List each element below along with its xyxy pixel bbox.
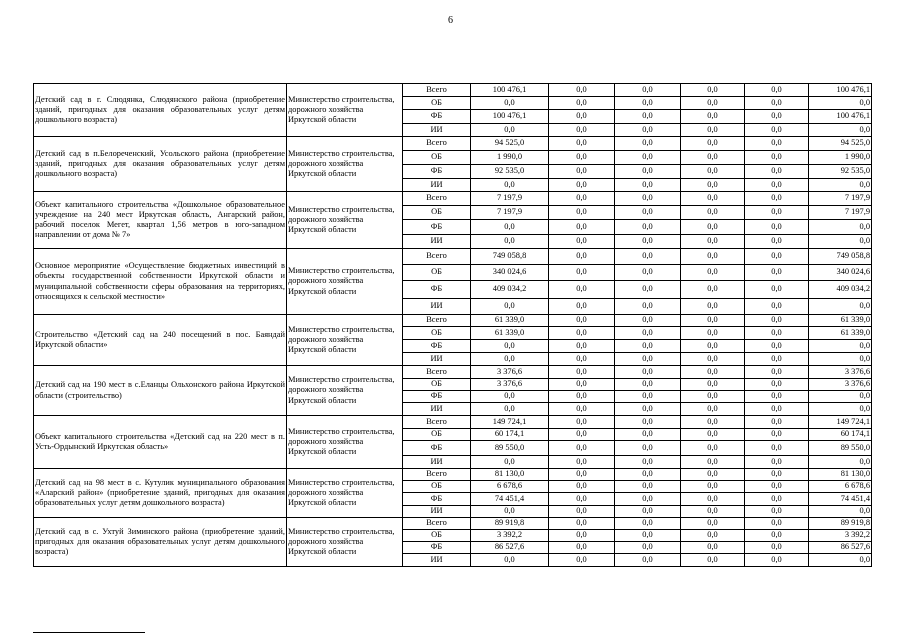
total-value-cell: 149 724,1 bbox=[809, 416, 872, 429]
value-cell: 0,0 bbox=[471, 299, 549, 315]
value-cell: 0,0 bbox=[549, 493, 615, 506]
value-cell: 0,0 bbox=[745, 220, 809, 235]
responsible-cell: Министерство строительства, дорожного хозяйства Иркутской области bbox=[287, 84, 403, 137]
funding-source-cell: ОБ bbox=[403, 481, 471, 493]
value-cell: 0,0 bbox=[471, 391, 549, 403]
total-value-cell: 92 535,0 bbox=[809, 165, 872, 179]
value-cell: 0,0 bbox=[745, 235, 809, 249]
event-name-cell: Детский сад на 98 мест в с. Кутулик муниципального образования «Аларский район» (приобретение зданий, пригодных для оказания образовательных услуг детям дошкольного возраста) bbox=[34, 469, 287, 518]
value-cell: 149 724,1 bbox=[471, 416, 549, 429]
funding-source-cell: ОБ bbox=[403, 530, 471, 542]
value-cell: 0,0 bbox=[745, 506, 809, 518]
value-cell: 0,0 bbox=[615, 110, 681, 124]
value-cell: 0,0 bbox=[549, 327, 615, 340]
value-cell: 0,0 bbox=[549, 403, 615, 416]
budget-table bbox=[33, 83, 872, 567]
value-cell: 0,0 bbox=[615, 554, 681, 567]
total-value-cell: 0,0 bbox=[809, 353, 872, 366]
footer-rule bbox=[33, 632, 145, 633]
value-cell: 0,0 bbox=[549, 506, 615, 518]
funding-source-cell: ОБ bbox=[403, 97, 471, 110]
event-name-cell: Детский сад на 190 мест в с.Еланцы Ольхонского района Иркутской области (строительство) bbox=[34, 366, 287, 416]
event-name-cell: Детский сад в г. Слюдянка, Слюдянского района (приобретение зданий, пригодных для оказания образовательных услуг детям дошкольного возраста) bbox=[34, 84, 287, 137]
value-cell: 0,0 bbox=[615, 416, 681, 429]
value-cell: 0,0 bbox=[471, 97, 549, 110]
responsible-cell: Министерство строительства, дорожного хозяйства Иркутской области bbox=[287, 192, 403, 249]
value-cell: 0,0 bbox=[681, 518, 745, 530]
value-cell: 0,0 bbox=[549, 366, 615, 379]
value-cell: 0,0 bbox=[549, 281, 615, 299]
value-cell: 0,0 bbox=[549, 137, 615, 151]
value-cell: 1 990,0 bbox=[471, 151, 549, 165]
value-cell: 0,0 bbox=[615, 391, 681, 403]
total-value-cell: 0,0 bbox=[809, 299, 872, 315]
value-cell: 61 339,0 bbox=[471, 315, 549, 327]
value-cell: 0,0 bbox=[681, 340, 745, 353]
value-cell: 0,0 bbox=[615, 137, 681, 151]
value-cell: 0,0 bbox=[615, 481, 681, 493]
table-row bbox=[34, 469, 872, 481]
value-cell: 0,0 bbox=[681, 353, 745, 366]
responsible-cell: Министерство строительства, дорожного хозяйства Иркутской области bbox=[287, 315, 403, 366]
table-row bbox=[34, 137, 872, 151]
value-cell: 3 376,6 bbox=[471, 379, 549, 391]
funding-source-cell: Всего bbox=[403, 416, 471, 429]
value-cell: 0,0 bbox=[681, 506, 745, 518]
funding-source-cell: ИИ bbox=[403, 299, 471, 315]
value-cell: 0,0 bbox=[681, 299, 745, 315]
funding-source-cell: Всего bbox=[403, 366, 471, 379]
value-cell: 0,0 bbox=[681, 281, 745, 299]
value-cell: 0,0 bbox=[681, 542, 745, 554]
value-cell: 0,0 bbox=[745, 84, 809, 97]
value-cell: 0,0 bbox=[681, 481, 745, 493]
total-value-cell: 0,0 bbox=[809, 235, 872, 249]
value-cell: 0,0 bbox=[549, 530, 615, 542]
responsible-cell: Министерство строительства, дорожного хозяйства Иркутской области bbox=[287, 518, 403, 567]
value-cell: 3 392,2 bbox=[471, 530, 549, 542]
total-value-cell: 86 527,6 bbox=[809, 542, 872, 554]
total-value-cell: 89 919,8 bbox=[809, 518, 872, 530]
value-cell: 0,0 bbox=[615, 165, 681, 179]
value-cell: 0,0 bbox=[745, 379, 809, 391]
value-cell: 0,0 bbox=[549, 192, 615, 206]
value-cell: 0,0 bbox=[745, 137, 809, 151]
value-cell: 0,0 bbox=[681, 403, 745, 416]
value-cell: 0,0 bbox=[615, 353, 681, 366]
funding-source-cell: ИИ bbox=[403, 235, 471, 249]
value-cell: 86 527,6 bbox=[471, 542, 549, 554]
value-cell: 0,0 bbox=[745, 165, 809, 179]
value-cell: 0,0 bbox=[745, 416, 809, 429]
event-name-cell: Объект капитального строительства «Дошкольное образовательное учреждение на 240 мест Иркутская область, Ангарский район, рабочий поселок Мегет, квартал 1,56 метров в юго-западном направлении от дома № 7» bbox=[34, 192, 287, 249]
value-cell: 0,0 bbox=[681, 137, 745, 151]
funding-source-cell: Всего bbox=[403, 84, 471, 97]
funding-source-cell: Всего bbox=[403, 137, 471, 151]
total-value-cell: 89 550,0 bbox=[809, 441, 872, 456]
value-cell: 0,0 bbox=[471, 456, 549, 469]
value-cell: 409 034,2 bbox=[471, 281, 549, 299]
value-cell: 0,0 bbox=[681, 165, 745, 179]
value-cell: 0,0 bbox=[615, 220, 681, 235]
total-value-cell: 0,0 bbox=[809, 220, 872, 235]
responsible-cell: Министерство строительства, дорожного хозяйства Иркутской области bbox=[287, 249, 403, 315]
funding-source-cell: ФБ bbox=[403, 340, 471, 353]
value-cell: 0,0 bbox=[471, 340, 549, 353]
value-cell: 0,0 bbox=[681, 315, 745, 327]
value-cell: 0,0 bbox=[681, 110, 745, 124]
value-cell: 0,0 bbox=[745, 110, 809, 124]
value-cell: 0,0 bbox=[615, 265, 681, 281]
value-cell: 0,0 bbox=[681, 206, 745, 220]
value-cell: 0,0 bbox=[615, 192, 681, 206]
value-cell: 0,0 bbox=[549, 110, 615, 124]
value-cell: 0,0 bbox=[549, 353, 615, 366]
value-cell: 0,0 bbox=[615, 235, 681, 249]
value-cell: 7 197,9 bbox=[471, 206, 549, 220]
responsible-cell: Министерство строительства, дорожного хозяйства Иркутской области bbox=[287, 469, 403, 518]
total-value-cell: 0,0 bbox=[809, 506, 872, 518]
value-cell: 0,0 bbox=[745, 353, 809, 366]
value-cell: 0,0 bbox=[681, 416, 745, 429]
value-cell: 0,0 bbox=[549, 481, 615, 493]
value-cell: 0,0 bbox=[471, 403, 549, 416]
funding-source-cell: Всего bbox=[403, 315, 471, 327]
event-name-cell: Строительство «Детский сад на 240 посещений в пос. Баяндай Иркутской области» bbox=[34, 315, 287, 366]
value-cell: 0,0 bbox=[745, 327, 809, 340]
value-cell: 0,0 bbox=[681, 379, 745, 391]
table-row bbox=[34, 518, 872, 530]
value-cell: 0,0 bbox=[549, 379, 615, 391]
total-value-cell: 61 339,0 bbox=[809, 315, 872, 327]
funding-source-cell: ФБ bbox=[403, 542, 471, 554]
value-cell: 0,0 bbox=[745, 456, 809, 469]
value-cell: 0,0 bbox=[549, 265, 615, 281]
value-cell: 100 476,1 bbox=[471, 84, 549, 97]
total-value-cell: 0,0 bbox=[809, 554, 872, 567]
value-cell: 0,0 bbox=[615, 151, 681, 165]
funding-source-cell: Всего bbox=[403, 518, 471, 530]
value-cell: 0,0 bbox=[681, 429, 745, 441]
total-value-cell: 0,0 bbox=[809, 124, 872, 137]
funding-source-cell: ФБ bbox=[403, 493, 471, 506]
total-value-cell: 100 476,1 bbox=[809, 84, 872, 97]
value-cell: 0,0 bbox=[681, 493, 745, 506]
value-cell: 0,0 bbox=[745, 206, 809, 220]
value-cell: 0,0 bbox=[745, 493, 809, 506]
value-cell: 74 451,4 bbox=[471, 493, 549, 506]
value-cell: 0,0 bbox=[745, 542, 809, 554]
funding-source-cell: ОБ bbox=[403, 379, 471, 391]
value-cell: 89 919,8 bbox=[471, 518, 549, 530]
value-cell: 0,0 bbox=[681, 151, 745, 165]
value-cell: 0,0 bbox=[681, 235, 745, 249]
total-value-cell: 0,0 bbox=[809, 403, 872, 416]
total-value-cell: 7 197,9 bbox=[809, 192, 872, 206]
value-cell: 0,0 bbox=[745, 97, 809, 110]
value-cell: 0,0 bbox=[681, 84, 745, 97]
value-cell: 0,0 bbox=[745, 554, 809, 567]
value-cell: 0,0 bbox=[549, 84, 615, 97]
page-number: 6 bbox=[448, 15, 453, 26]
value-cell: 6 678,6 bbox=[471, 481, 549, 493]
value-cell: 0,0 bbox=[615, 179, 681, 192]
value-cell: 0,0 bbox=[681, 124, 745, 137]
total-value-cell: 0,0 bbox=[809, 179, 872, 192]
value-cell: 0,0 bbox=[615, 281, 681, 299]
value-cell: 0,0 bbox=[745, 265, 809, 281]
value-cell: 0,0 bbox=[549, 220, 615, 235]
event-name-cell: Основное мероприятие «Осуществление бюджетных инвестиций в объекты государственной собственности Иркутской области и муниципальной собственности сферы образования на территориях, относящихся к сельской местности» bbox=[34, 249, 287, 315]
value-cell: 0,0 bbox=[681, 179, 745, 192]
event-name-cell: Детский сад в п.Белореченский, Усольского района (приобретение зданий, пригодных для оказания образовательных услуг детям дошкольного возраста) bbox=[34, 137, 287, 192]
total-value-cell: 340 024,6 bbox=[809, 265, 872, 281]
value-cell: 0,0 bbox=[745, 179, 809, 192]
funding-source-cell: ОБ bbox=[403, 429, 471, 441]
value-cell: 0,0 bbox=[549, 469, 615, 481]
value-cell: 61 339,0 bbox=[471, 327, 549, 340]
value-cell: 0,0 bbox=[745, 530, 809, 542]
total-value-cell: 81 130,0 bbox=[809, 469, 872, 481]
funding-source-cell: ИИ bbox=[403, 179, 471, 192]
value-cell: 100 476,1 bbox=[471, 110, 549, 124]
value-cell: 0,0 bbox=[681, 441, 745, 456]
value-cell: 0,0 bbox=[549, 249, 615, 265]
value-cell: 0,0 bbox=[549, 315, 615, 327]
value-cell: 0,0 bbox=[745, 366, 809, 379]
value-cell: 0,0 bbox=[549, 299, 615, 315]
value-cell: 0,0 bbox=[681, 249, 745, 265]
value-cell: 0,0 bbox=[745, 299, 809, 315]
value-cell: 0,0 bbox=[745, 249, 809, 265]
table-row bbox=[34, 366, 872, 379]
total-value-cell: 3 376,6 bbox=[809, 379, 872, 391]
value-cell: 0,0 bbox=[471, 179, 549, 192]
value-cell: 0,0 bbox=[471, 220, 549, 235]
value-cell: 89 550,0 bbox=[471, 441, 549, 456]
value-cell: 0,0 bbox=[549, 391, 615, 403]
value-cell: 0,0 bbox=[615, 493, 681, 506]
value-cell: 0,0 bbox=[681, 220, 745, 235]
funding-source-cell: ФБ bbox=[403, 391, 471, 403]
value-cell: 0,0 bbox=[549, 416, 615, 429]
value-cell: 0,0 bbox=[549, 518, 615, 530]
value-cell: 0,0 bbox=[471, 506, 549, 518]
value-cell: 0,0 bbox=[745, 151, 809, 165]
value-cell: 0,0 bbox=[615, 299, 681, 315]
funding-source-cell: Всего bbox=[403, 249, 471, 265]
value-cell: 0,0 bbox=[549, 554, 615, 567]
total-value-cell: 61 339,0 bbox=[809, 327, 872, 340]
total-value-cell: 0,0 bbox=[809, 391, 872, 403]
value-cell: 0,0 bbox=[681, 530, 745, 542]
value-cell: 0,0 bbox=[615, 530, 681, 542]
funding-source-cell: ФБ bbox=[403, 441, 471, 456]
value-cell: 0,0 bbox=[745, 281, 809, 299]
total-value-cell: 7 197,9 bbox=[809, 206, 872, 220]
value-cell: 0,0 bbox=[681, 366, 745, 379]
value-cell: 0,0 bbox=[615, 441, 681, 456]
funding-source-cell: ОБ bbox=[403, 206, 471, 220]
funding-source-cell: ИИ bbox=[403, 506, 471, 518]
event-name-cell: Детский сад в с. Ухтуй Зиминского района (приобретение зданий, пригодных для оказания образовательных услуг детям дошкольного возраста) bbox=[34, 518, 287, 567]
value-cell: 0,0 bbox=[745, 518, 809, 530]
value-cell: 0,0 bbox=[615, 97, 681, 110]
value-cell: 0,0 bbox=[615, 315, 681, 327]
funding-source-cell: ФБ bbox=[403, 220, 471, 235]
value-cell: 81 130,0 bbox=[471, 469, 549, 481]
total-value-cell: 409 034,2 bbox=[809, 281, 872, 299]
value-cell: 60 174,1 bbox=[471, 429, 549, 441]
value-cell: 0,0 bbox=[615, 506, 681, 518]
funding-source-cell: ОБ bbox=[403, 151, 471, 165]
total-value-cell: 6 678,6 bbox=[809, 481, 872, 493]
value-cell: 0,0 bbox=[549, 441, 615, 456]
value-cell: 94 525,0 bbox=[471, 137, 549, 151]
value-cell: 0,0 bbox=[681, 327, 745, 340]
value-cell: 0,0 bbox=[745, 481, 809, 493]
total-value-cell: 0,0 bbox=[809, 456, 872, 469]
funding-source-cell: ИИ bbox=[403, 124, 471, 137]
value-cell: 0,0 bbox=[549, 151, 615, 165]
value-cell: 0,0 bbox=[745, 429, 809, 441]
value-cell: 0,0 bbox=[615, 206, 681, 220]
table-row bbox=[34, 249, 872, 265]
value-cell: 0,0 bbox=[745, 315, 809, 327]
total-value-cell: 74 451,4 bbox=[809, 493, 872, 506]
value-cell: 0,0 bbox=[615, 340, 681, 353]
value-cell: 0,0 bbox=[745, 441, 809, 456]
value-cell: 0,0 bbox=[745, 469, 809, 481]
value-cell: 749 058,8 bbox=[471, 249, 549, 265]
responsible-cell: Министерство строительства, дорожного хозяйства Иркутской области bbox=[287, 366, 403, 416]
total-value-cell: 3 392,2 bbox=[809, 530, 872, 542]
value-cell: 0,0 bbox=[745, 124, 809, 137]
value-cell: 0,0 bbox=[681, 265, 745, 281]
value-cell: 0,0 bbox=[681, 192, 745, 206]
total-value-cell: 1 990,0 bbox=[809, 151, 872, 165]
value-cell: 0,0 bbox=[549, 235, 615, 249]
table-row bbox=[34, 192, 872, 206]
total-value-cell: 94 525,0 bbox=[809, 137, 872, 151]
value-cell: 0,0 bbox=[549, 340, 615, 353]
value-cell: 0,0 bbox=[615, 379, 681, 391]
funding-source-cell: ИИ bbox=[403, 353, 471, 366]
value-cell: 0,0 bbox=[549, 206, 615, 220]
funding-source-cell: Всего bbox=[403, 469, 471, 481]
value-cell: 0,0 bbox=[549, 124, 615, 137]
total-value-cell: 749 058,8 bbox=[809, 249, 872, 265]
table-row bbox=[34, 84, 872, 97]
funding-source-cell: Всего bbox=[403, 192, 471, 206]
value-cell: 3 376,6 bbox=[471, 366, 549, 379]
funding-source-cell: ФБ bbox=[403, 281, 471, 299]
value-cell: 0,0 bbox=[615, 429, 681, 441]
value-cell: 0,0 bbox=[549, 456, 615, 469]
table-row bbox=[34, 315, 872, 327]
funding-source-cell: ФБ bbox=[403, 110, 471, 124]
value-cell: 0,0 bbox=[745, 403, 809, 416]
responsible-cell: Министерство строительства, дорожного хозяйства Иркутской области bbox=[287, 137, 403, 192]
value-cell: 0,0 bbox=[471, 124, 549, 137]
value-cell: 0,0 bbox=[549, 542, 615, 554]
value-cell: 0,0 bbox=[745, 192, 809, 206]
value-cell: 0,0 bbox=[549, 97, 615, 110]
value-cell: 340 024,6 bbox=[471, 265, 549, 281]
funding-source-cell: ОБ bbox=[403, 327, 471, 340]
value-cell: 0,0 bbox=[681, 469, 745, 481]
table-row bbox=[34, 416, 872, 429]
event-name-cell: Объект капитального строительства «Детский сад на 220 мест в п. Усть-Ордынский Иркутская область» bbox=[34, 416, 287, 469]
value-cell: 7 197,9 bbox=[471, 192, 549, 206]
value-cell: 0,0 bbox=[681, 554, 745, 567]
value-cell: 0,0 bbox=[615, 249, 681, 265]
value-cell: 0,0 bbox=[615, 542, 681, 554]
value-cell: 0,0 bbox=[681, 97, 745, 110]
total-value-cell: 60 174,1 bbox=[809, 429, 872, 441]
value-cell: 92 535,0 bbox=[471, 165, 549, 179]
value-cell: 0,0 bbox=[549, 165, 615, 179]
value-cell: 0,0 bbox=[615, 366, 681, 379]
value-cell: 0,0 bbox=[681, 456, 745, 469]
responsible-cell: Министерство строительства, дорожного хозяйства Иркутской области bbox=[287, 416, 403, 469]
total-value-cell: 100 476,1 bbox=[809, 110, 872, 124]
value-cell: 0,0 bbox=[471, 554, 549, 567]
total-value-cell: 0,0 bbox=[809, 97, 872, 110]
value-cell: 0,0 bbox=[615, 403, 681, 416]
total-value-cell: 3 376,6 bbox=[809, 366, 872, 379]
funding-source-cell: ИИ bbox=[403, 554, 471, 567]
funding-source-cell: ИИ bbox=[403, 403, 471, 416]
funding-source-cell: ИИ bbox=[403, 456, 471, 469]
value-cell: 0,0 bbox=[615, 84, 681, 97]
value-cell: 0,0 bbox=[745, 391, 809, 403]
value-cell: 0,0 bbox=[549, 179, 615, 192]
value-cell: 0,0 bbox=[745, 340, 809, 353]
value-cell: 0,0 bbox=[471, 235, 549, 249]
value-cell: 0,0 bbox=[615, 327, 681, 340]
value-cell: 0,0 bbox=[549, 429, 615, 441]
value-cell: 0,0 bbox=[615, 469, 681, 481]
value-cell: 0,0 bbox=[615, 456, 681, 469]
value-cell: 0,0 bbox=[615, 518, 681, 530]
funding-source-cell: ФБ bbox=[403, 165, 471, 179]
value-cell: 0,0 bbox=[471, 353, 549, 366]
funding-source-cell: ОБ bbox=[403, 265, 471, 281]
value-cell: 0,0 bbox=[615, 124, 681, 137]
value-cell: 0,0 bbox=[681, 391, 745, 403]
total-value-cell: 0,0 bbox=[809, 340, 872, 353]
